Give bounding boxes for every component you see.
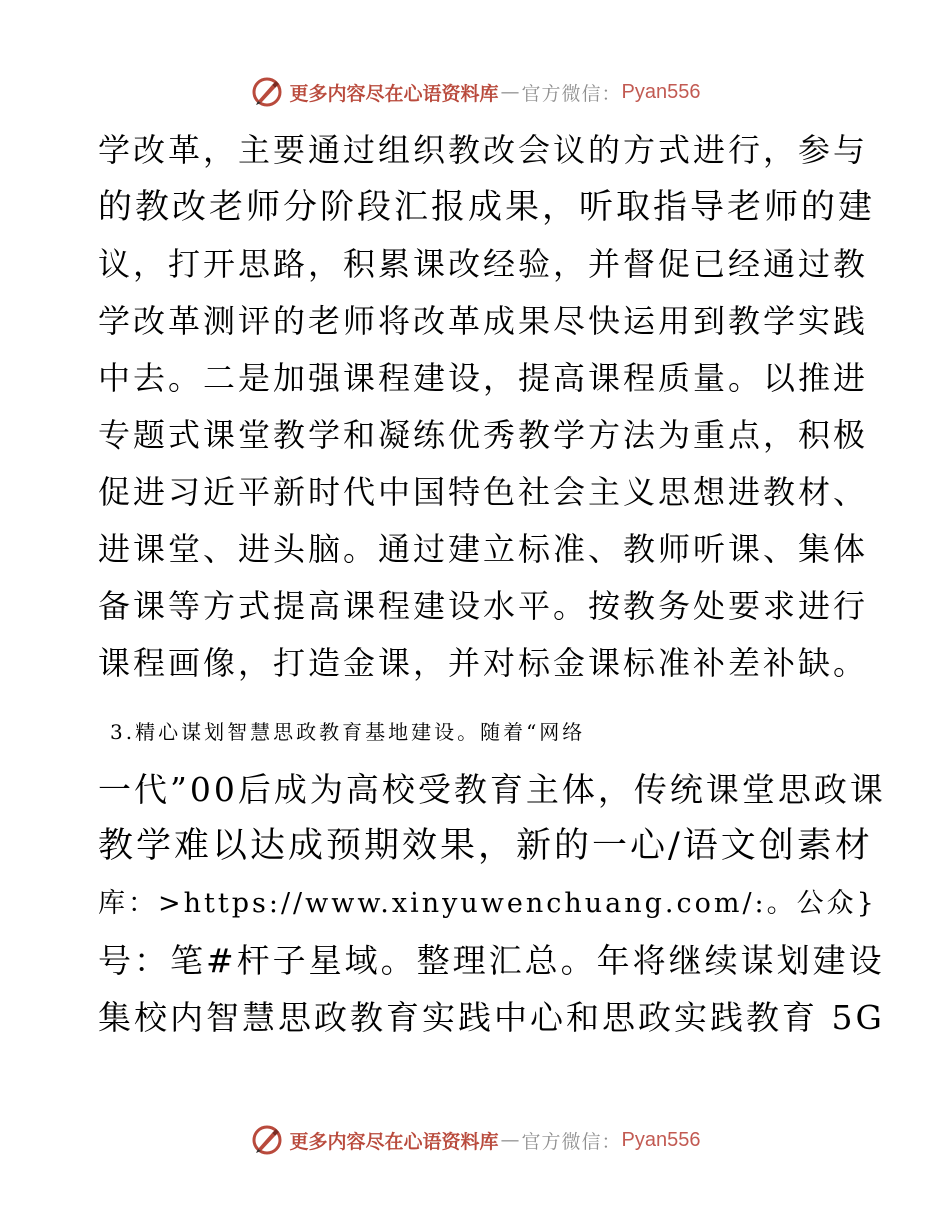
text-line: 专题式课堂教学和凝练优秀教学方法为重点，积极 <box>98 416 869 454</box>
text-line: 集校内智慧思政教育实践中心和思政实践教育 5G <box>98 998 885 1037</box>
paragraph-smart-education-base <box>98 704 888 1046</box>
watermark-wechat-label: 官方微信： <box>521 82 622 105</box>
watermark-wechat-id: Pyan556 <box>621 1128 701 1151</box>
text-line: 库：>https://www.xinyuwenchuang.com/:。公众} <box>98 888 877 919</box>
paragraph-course-reform <box>98 122 888 692</box>
text-line: 学改革，主要通过组织教改会议的方式进行，参与 <box>98 131 869 169</box>
text-line: 一代”00后成为高校受教育主体，传统课堂思政课 <box>98 770 886 809</box>
watermark-slogan: 更多内容尽在心语资料库 <box>289 1130 499 1153</box>
footer-watermark <box>0 1120 950 1160</box>
paragraph-gap <box>98 692 888 704</box>
text-line: 号：笔#杆子星域。整理汇总。年将继续谋划建设 <box>98 941 885 980</box>
text-line: 促进习近平新时代中国特色社会主义思想进教材、 <box>98 473 869 511</box>
watermark-wechat-id: Pyan556 <box>621 80 701 103</box>
text-line: 学改革测评的老师将改革成果尽快运用到教学实践 <box>98 302 869 340</box>
watermark-slogan: 更多内容尽在心语资料库 <box>289 82 499 105</box>
text-line: 进课堂、进头脑。通过建立标准、教师听课、集体 <box>98 530 869 568</box>
text-line: 中去。二是加强课程建设，提高课程质量。以推进 <box>98 359 869 397</box>
watermark-wechat-label: 官方微信： <box>521 1130 622 1153</box>
text-line: 3.精心谋划智慧思政教育基地建设。随着“网络 <box>110 720 586 744</box>
text-line: 教学难以达成预期效果，新的一心/语文创素材 <box>98 826 873 866</box>
pen-logo-icon <box>250 1123 284 1157</box>
text-line: 议，打开思路，积累课改经验，并督促已经通过教 <box>98 245 869 283</box>
text-line: 课程画像，打造金课，并对标金课标准补差补缺。 <box>98 644 869 682</box>
text-line: 的教改老师分阶段汇报成果，听取指导老师的建 <box>98 187 875 227</box>
document-body <box>98 122 888 1046</box>
watermark-dash: — <box>500 81 520 103</box>
pen-logo-icon <box>250 75 284 109</box>
header-watermark <box>0 72 950 112</box>
text-line: 备课等方式提高课程建设水平。按教务处要求进行 <box>98 587 869 625</box>
watermark-dash: — <box>500 1129 520 1151</box>
